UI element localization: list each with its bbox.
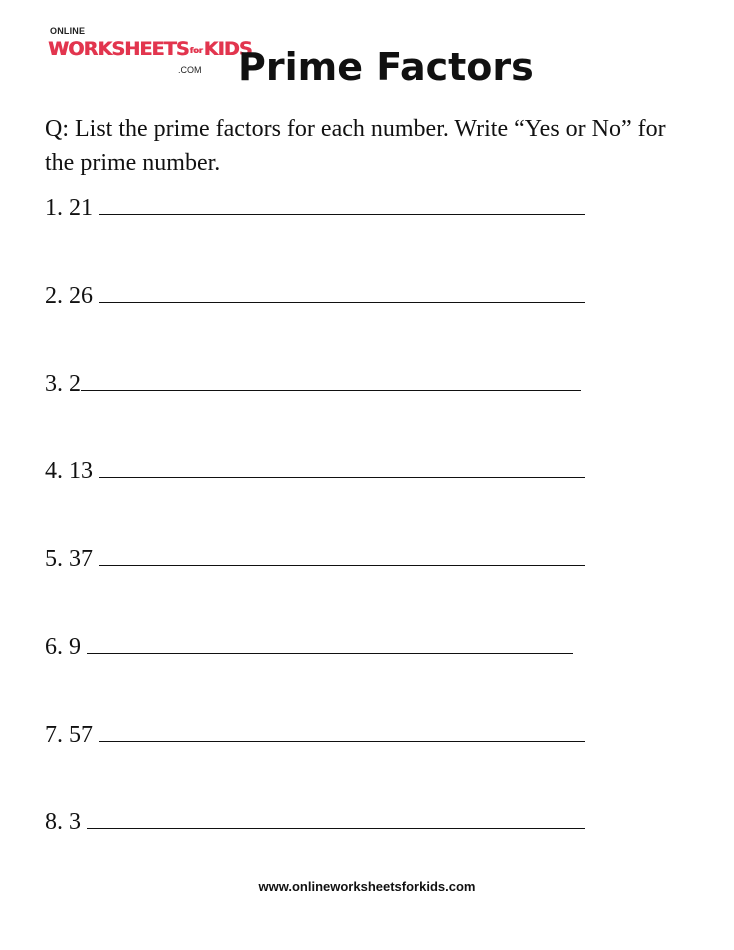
- logo-worksheets-text: WORKSHEETS: [48, 38, 189, 60]
- logo-main-text: [48, 38, 252, 60]
- question-label-4: 4. 13: [45, 458, 93, 484]
- question-item-7: [45, 721, 585, 749]
- logo-com-text: .COM: [178, 65, 202, 75]
- question-label-3: 3. 2: [45, 371, 81, 397]
- question-item-8: [45, 808, 585, 836]
- question-label-6: 6. 9: [45, 634, 81, 660]
- question-item-3: [45, 370, 581, 398]
- question-item-6: [45, 633, 573, 661]
- answer-line-3[interactable]: [81, 372, 581, 391]
- answer-line-6[interactable]: [87, 635, 573, 654]
- question-item-4: [45, 457, 585, 485]
- question-label-8: 8. 3: [45, 809, 81, 835]
- answer-line-8[interactable]: [87, 810, 585, 829]
- answer-line-2[interactable]: [99, 284, 585, 303]
- logo-online-text: ONLINE: [50, 26, 86, 36]
- question-label-7: 7. 57: [45, 722, 93, 748]
- question-item-2: [45, 282, 585, 310]
- answer-line-7[interactable]: [99, 723, 585, 742]
- question-label-1: 1. 21: [45, 195, 93, 221]
- site-logo: [48, 26, 252, 78]
- question-item-5: [45, 545, 585, 573]
- logo-kids-text: KIDS: [203, 38, 252, 60]
- question-label-2: 2. 26: [45, 283, 93, 309]
- answer-line-5[interactable]: [99, 547, 585, 566]
- footer-url: www.onlineworksheetsforkids.com: [258, 879, 476, 894]
- question-label-5: 5. 37: [45, 546, 93, 572]
- question-item-1: [45, 194, 585, 222]
- logo-for-text: for: [189, 46, 203, 55]
- answer-line-1[interactable]: [99, 196, 585, 215]
- instruction-text: Q: List the prime factors for each number. Write “Yes or No” for the prime number.: [45, 116, 666, 176]
- answer-line-4[interactable]: [99, 459, 585, 478]
- page-title: Prime Factors: [238, 45, 534, 89]
